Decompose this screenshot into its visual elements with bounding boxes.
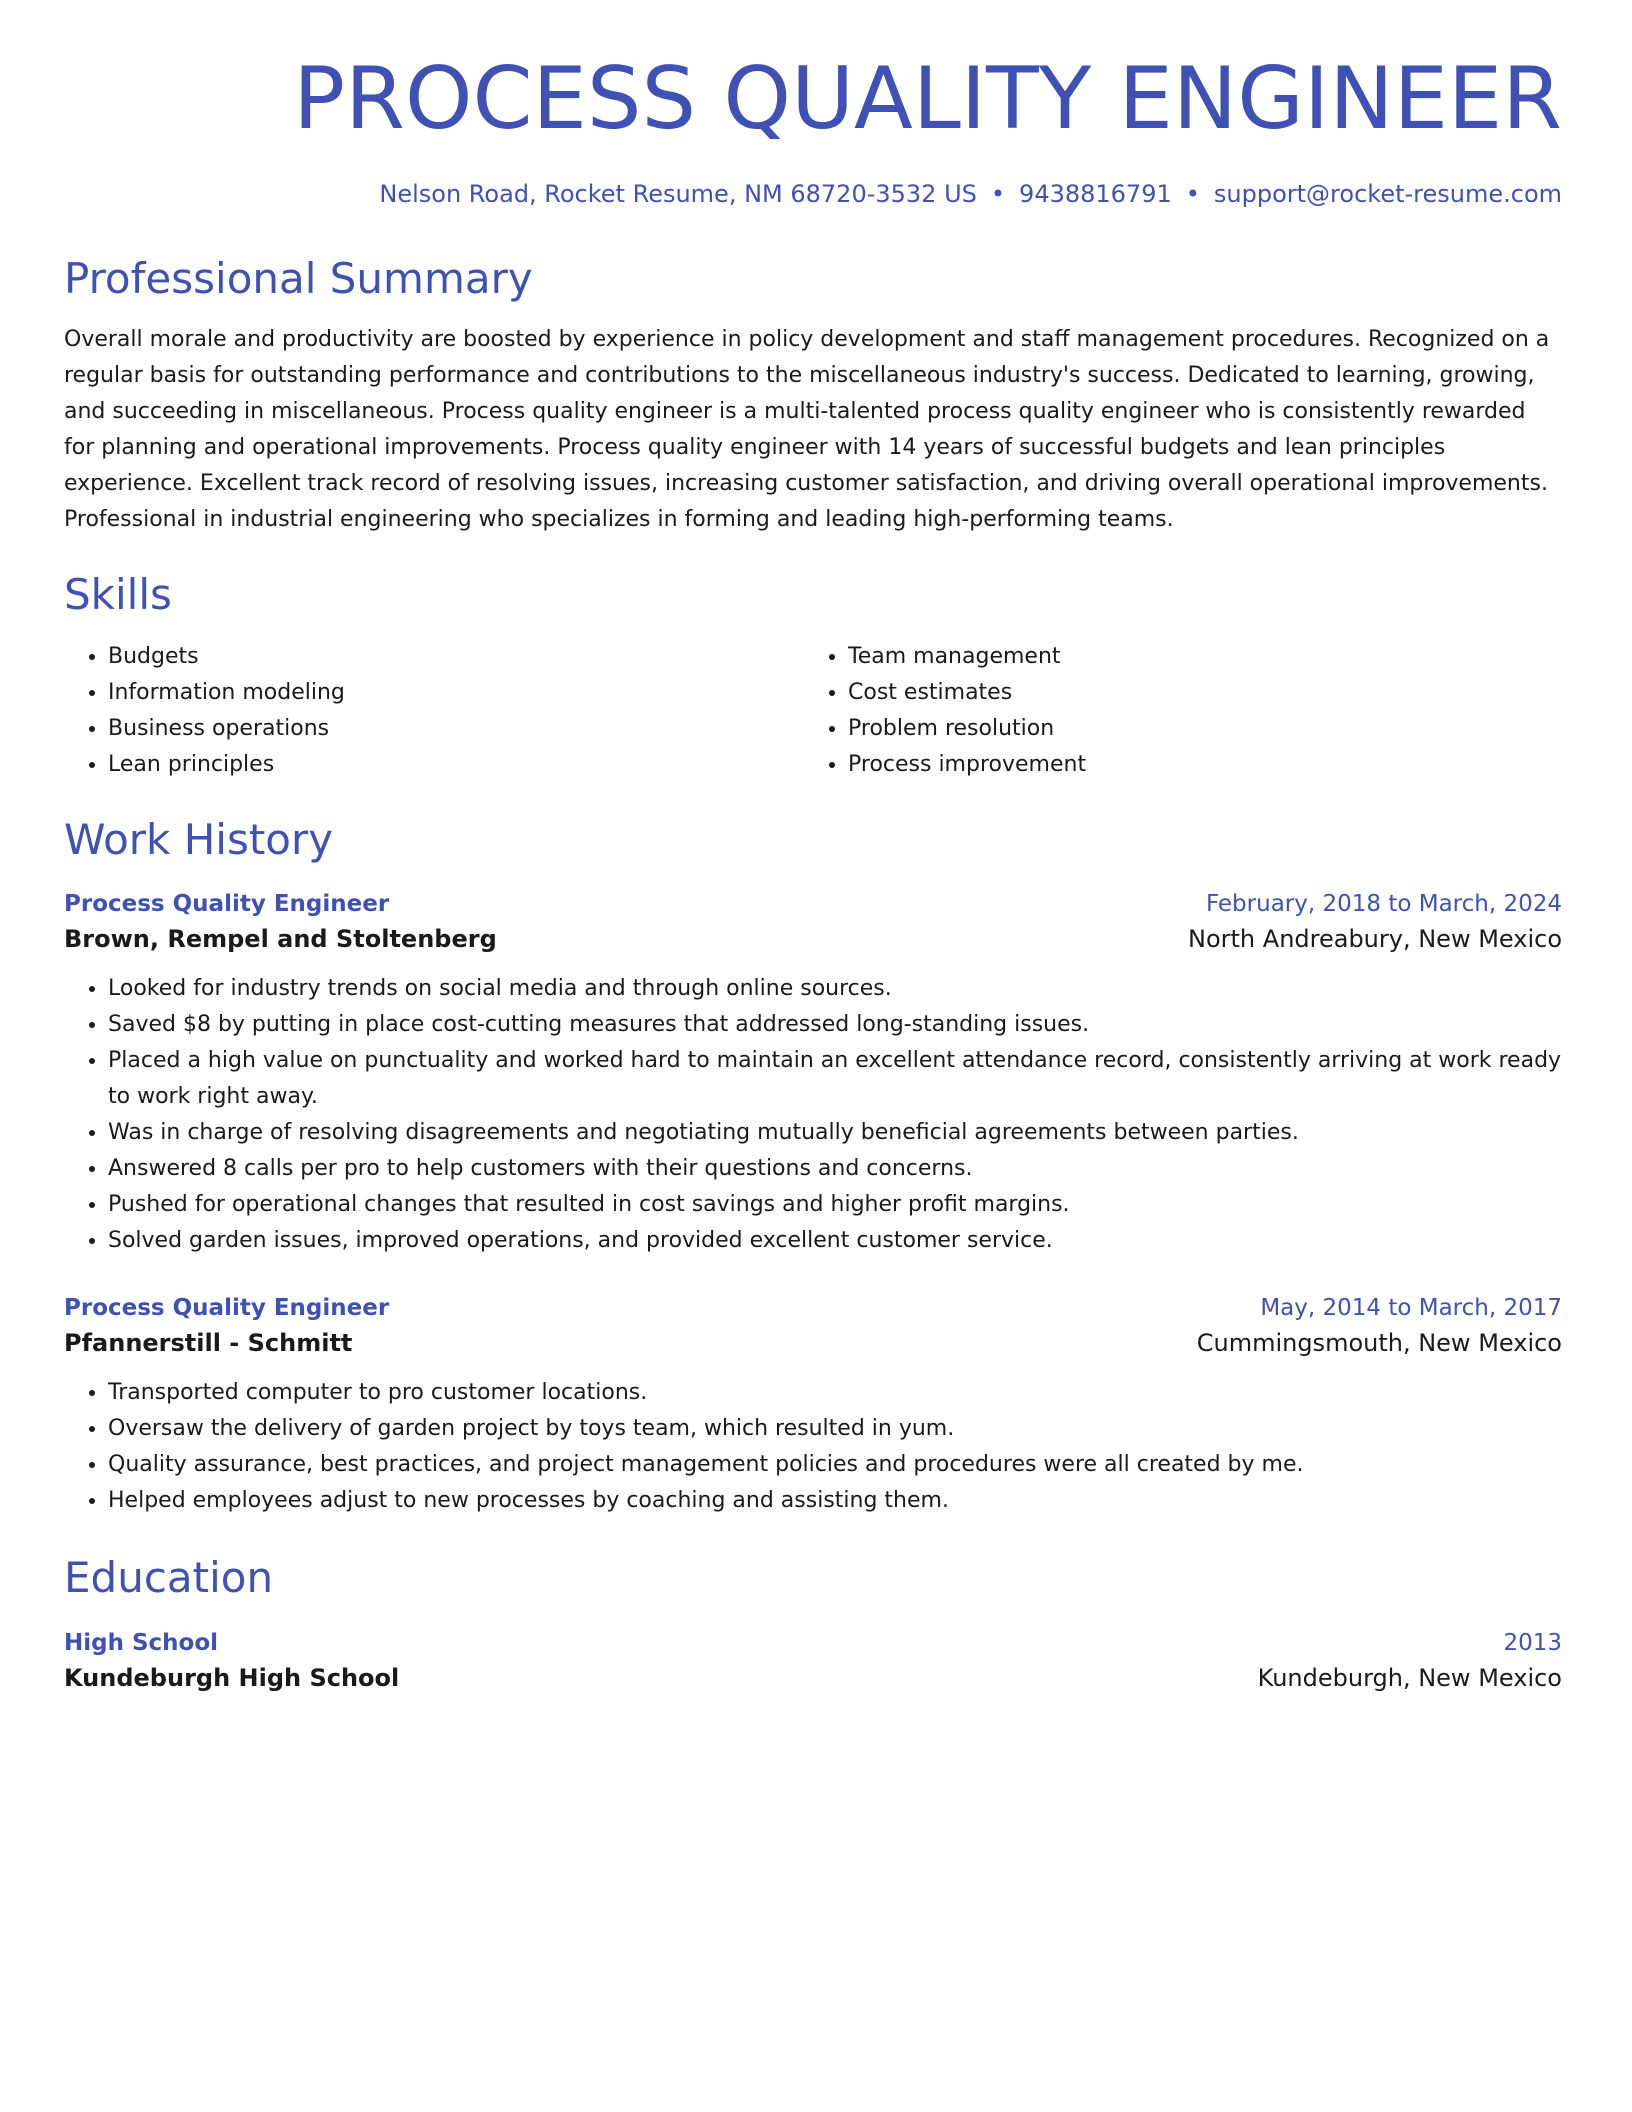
job-company: Pfannerstill - Schmitt [64,1329,353,1358]
job-entry [64,1295,1562,1519]
education-degree: High School [64,1629,219,1656]
job-bullet: • Saved $8 by putting in place cost-cutting measures that addressed long-standing issues. [108,1007,1562,1043]
resume-name: PROCESS QUALITY ENGINEER [293,49,1562,149]
job-company-row [64,925,1562,953]
contact-address: Nelson Road, Rocket Resume, NM 68720-3532 US [379,179,977,208]
skills-column-left [64,639,804,783]
job-bullets [64,971,1562,1259]
job-location: North Andreabury, New Mexico [1188,925,1562,954]
contact-phone: 9438816791 [1019,179,1172,208]
section-title-education: Education [64,1553,274,1603]
job-location: Cummingsmouth, New Mexico [1196,1329,1562,1358]
skill-item: • Process improvement [848,747,1544,783]
job-title: Process Quality Engineer [64,891,390,918]
resume-page [64,0,1562,1692]
job-bullet: • Quality assurance, best practices, and project management policies and procedures were all created by me. [108,1447,1562,1483]
job-dates: February, 2018 to March, 2024 [1205,891,1562,918]
skills-column-right [804,639,1544,783]
contact-line [64,179,1562,210]
skill-item: • Team management [848,639,1544,675]
education-header-row [64,1630,1562,1656]
education-year: 2013 [1503,1629,1562,1656]
section-title-work-history: Work History [64,814,334,864]
job-bullets [64,1375,1562,1519]
education-location: Kundeburgh, New Mexico [1257,1663,1562,1692]
job-bullet: • Pushed for operational changes that resulted in cost savings and higher profit margins. [108,1187,1562,1223]
skill-item: • Information modeling [108,675,804,711]
job-company-row [64,1329,1562,1357]
contact-separator: • [990,179,1006,208]
contact-separator: • [1185,179,1200,208]
job-company: Brown, Rempel and Stoltenberg [64,925,497,954]
job-bullet: • Looked for industry trends on social media and through online sources. [108,971,1562,1007]
job-header-row [64,891,1562,917]
job-bullet: • Solved garden issues, improved operations, and provided excellent customer service. [108,1223,1562,1259]
resume-header [64,0,1562,210]
job-bullet: • Transported computer to pro customer locations. [108,1375,1562,1411]
job-entry [64,891,1562,1259]
education-school: Kundeburgh High School [64,1663,400,1692]
job-bullet: • Oversaw the delivery of garden project by toys team, which resulted in yum. [108,1411,1562,1447]
job-dates: May, 2014 to March, 2017 [1260,1295,1562,1322]
skill-item: • Budgets [108,639,804,675]
skill-item: • Cost estimates [848,675,1544,711]
summary-text: Overall morale and productivity are boosted by experience in policy development and staff management procedures. Recognized on a regular basis for outstanding performance and contributions to the miscellaneous industry's success. Dedicated to learning, growing, and succeeding in miscellaneous. Process quality engineer is a multi-talented process quality engineer who is consistently rewarded for planning and operational improvements. Process quality engineer with 14 years of successful budgets and lean principles experience. Excellent track record of resolving issues, increasing customer satisfaction, and driving overall operational improvements. Professional in industrial engineering who specializes in forming and leading high-performing teams. [64,327,1550,533]
skill-item: • Business operations [108,711,804,747]
job-title: Process Quality Engineer [64,1295,390,1322]
education-entry [64,1630,1562,1692]
job-header-row [64,1295,1562,1321]
section-title-skills: Skills [64,570,172,620]
contact-email: support@rocket-resume.com [1213,179,1562,208]
job-bullet: • Answered 8 calls per pro to help customers with their questions and concerns. [108,1151,1562,1187]
skill-item: • Lean principles [108,747,804,783]
job-bullet: • Placed a high value on punctuality and worked hard to maintain an excellent attendance record, consistently arriving at work ready to work right away. [108,1043,1562,1115]
section-title-summary: Professional Summary [64,254,533,304]
education-school-row [64,1664,1562,1692]
job-bullet: • Helped employees adjust to new processes by coaching and assisting them. [108,1483,1562,1519]
skill-item: • Problem resolution [848,711,1544,747]
skills-list [64,639,1562,783]
job-bullet: • Was in charge of resolving disagreements and negotiating mutually beneficial agreements between parties. [108,1115,1562,1151]
